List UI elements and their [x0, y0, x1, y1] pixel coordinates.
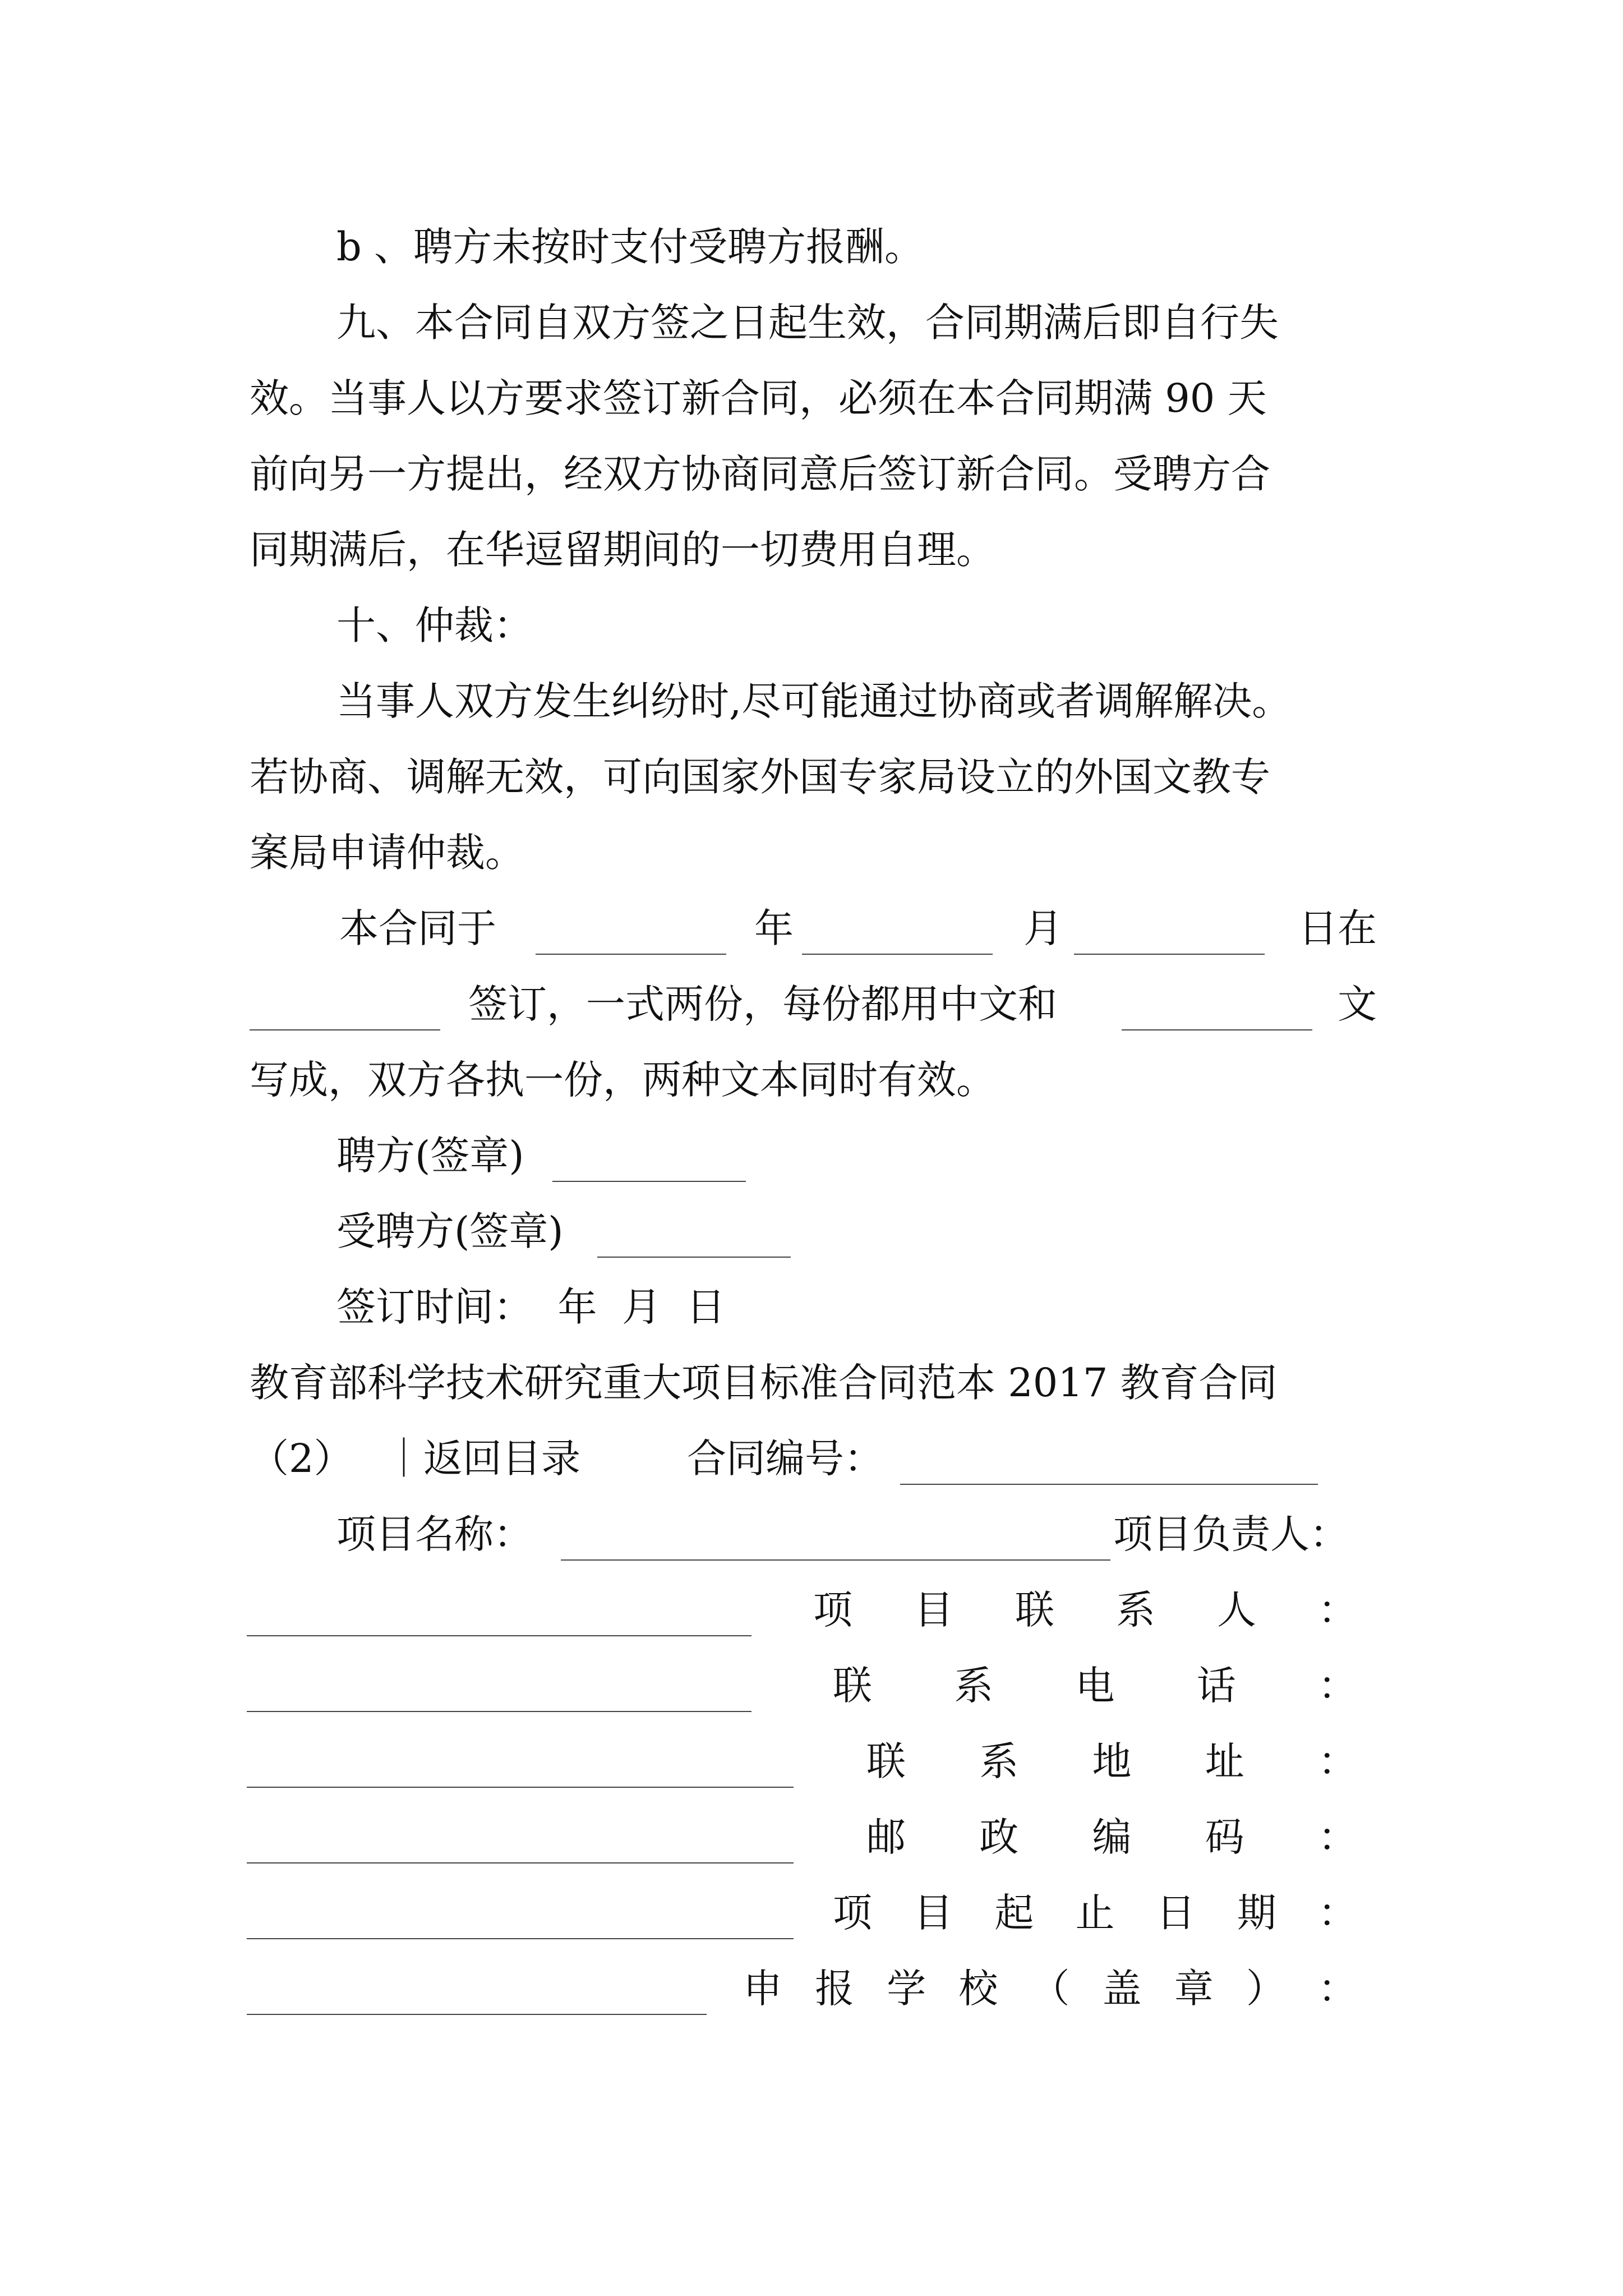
- month-label: 月: [1023, 905, 1063, 951]
- signing-time: 签订时间： 年 月 日: [336, 1284, 726, 1330]
- line-2: 九、本合同自双方签之日起生效，合同期满后即自行失: [336, 300, 1279, 346]
- language-blank[interactable]: [1122, 1029, 1312, 1030]
- phone-blank[interactable]: [247, 1787, 794, 1788]
- back-to-toc-link[interactable]: ｜返回目录: [384, 1435, 580, 1481]
- project-name-blank[interactable]: [561, 1559, 1110, 1561]
- contract-number-blank[interactable]: [900, 1484, 1318, 1485]
- month-blank[interactable]: [802, 954, 993, 955]
- project-leader-blank[interactable]: [247, 1635, 751, 1636]
- line-8: 若协商、调解无效，可向国家外国专家局设立的外国文教专: [250, 754, 1270, 800]
- line-4: 前向另一方提出，经双方协商同意后签订新合同。受聘方合: [250, 451, 1270, 497]
- address-blank[interactable]: [247, 1862, 794, 1864]
- day-blank[interactable]: [1074, 954, 1265, 955]
- place-blank[interactable]: [250, 1029, 440, 1030]
- day-place-label: 日在: [1298, 905, 1377, 951]
- employer-signature-blank[interactable]: [552, 1181, 746, 1182]
- employee-signature-label: 受聘方(签章): [336, 1208, 564, 1254]
- contact-person-blank[interactable]: [247, 1711, 751, 1712]
- year-blank[interactable]: [536, 954, 726, 955]
- line-3: 效。当事人以方要求签订新合同，必须在本合同期满 90 天: [250, 375, 1267, 421]
- address-label: 联 系 地 址 ：: [866, 1738, 1357, 1784]
- year-label: 年: [754, 905, 794, 951]
- postcode-label: 邮 政 编 码 ：: [866, 1814, 1357, 1860]
- project-dates-blank[interactable]: [247, 2014, 707, 2015]
- project-name-label: 项目名称：: [336, 1511, 533, 1557]
- line-9: 案局申请仲裁。: [250, 830, 524, 876]
- line-12: 写成，双方各执一份，两种文本同时有效。: [250, 1057, 995, 1103]
- language-suffix: 文: [1338, 981, 1377, 1027]
- line-6: 十、仲裁：: [336, 602, 533, 648]
- signing-date-intro: 本合同于: [339, 905, 496, 951]
- employee-signature-blank[interactable]: [597, 1257, 791, 1258]
- phone-label: 联 系 电 话 ：: [833, 1663, 1357, 1709]
- employer-signature-label: 聘方(签章): [336, 1133, 524, 1179]
- document-title: 教育部科学技术研究重大项目标准合同范本 2017 教育合同: [250, 1360, 1278, 1406]
- project-leader-label: 项目负责人：: [1113, 1511, 1349, 1557]
- line-1: b 、聘方未按时支付受聘方报酬。: [336, 224, 924, 270]
- school-seal-label: 申 报 学 校 （ 盖 章 ） ：: [743, 1966, 1357, 2012]
- project-dates-label: 项 目 起 止 日 期 ：: [833, 1890, 1357, 1936]
- language-line: 签订，一式两份，每份都用中文和: [468, 981, 1057, 1027]
- postcode-blank[interactable]: [247, 1938, 794, 1939]
- title-number: （2）: [250, 1435, 353, 1481]
- contract-number-label: 合同编号：: [687, 1435, 883, 1481]
- line-7: 当事人双方发生纠纷时,尽可能通过协商或者调解解决。: [336, 678, 1292, 724]
- contact-person-label: 项 目 联 系 人 ：: [813, 1587, 1357, 1633]
- line-5: 同期满后，在华逗留期间的一切费用自理。: [250, 527, 995, 573]
